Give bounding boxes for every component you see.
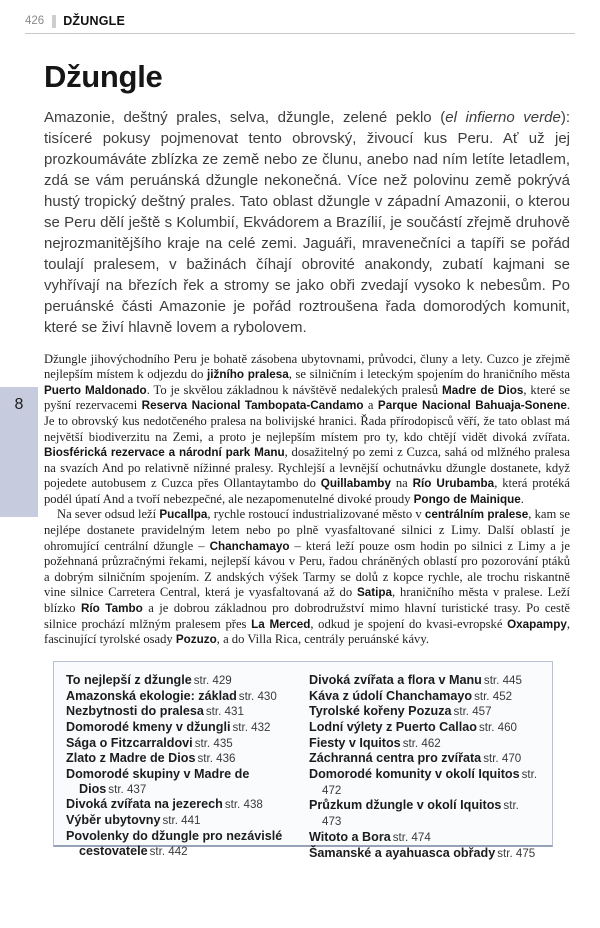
toc-item-title: Povolenky do džungle pro nezávislé cestovatele (66, 828, 283, 858)
toc-item-page: str. 457 (453, 705, 492, 719)
toc-item-title: Domorodé kmeny v džungli (66, 719, 231, 734)
header-rule (25, 33, 575, 34)
toc-item-page: str. 438 (224, 798, 263, 812)
toc-item-title: Tyrolské kořeny Pozuza (309, 704, 452, 719)
toc-item-title: Divoká zvířata na jezerech (66, 797, 223, 812)
toc-item-page: str. 442 (149, 844, 188, 858)
toc-item-page: str. 472 (322, 768, 538, 797)
toc-item-title: Amazonská ekologie: základ (66, 688, 237, 703)
running-head-section-label: DŽUNGLE (63, 14, 126, 28)
toc-item-page: str. 470 (483, 752, 522, 766)
toc-item-title: Nezbytnosti do pralesa (66, 704, 204, 719)
toc-item-title: Sága o Fitzcarraldovi (66, 735, 193, 750)
toc-item-title: Domorodé skupiny v Madre de Dios (66, 767, 250, 796)
toc-item-page: str. 430 (238, 689, 277, 703)
toc-item (66, 736, 297, 752)
body-paragraph-south-jungle: Džungle jihovýchodního Peru je bohatě zásobena ubytovnami, průvodci, čluny a lety. Cuzco je zřejmě nejlepším místem k odjezdu do jižního pralesa, se silničním i leteckým spojením do hraničního města Puerto Maldonado. To je skvělou základnou k návštěvě nedalekých pralesů Madre de Dios, které se pyšní rezervacemi Reserva Nacional Tambopata-Candamo a Parque Nacional Bahuaja-Sonene. Je to obrovský kus nedotčeného pralesa na bolivijské hranici. Řada přírodopisců věří, že tato oblast má největší biodiverzitu na Zemi, a proto je nejlepším místem pro ty, kdo chtějí vidět divoká zvířata. Biosférická rezervace a národní park Manu, dosažitelný po zemi z Cuzca, sahá od mlžného pralesa na svazích And po relativně nížinné pralesy. Rychlejší a levnější ochutnávku džungle dostanete, když pojedete autobusem z Cuzca přes Ollantaytambo do Quillabamby na Río Urubamba, která protéká podél úpatí And a tvoří nebezpečné, ale nezapomenutelné divoké proudy Pongo de Mainique. (44, 351, 571, 506)
chapter-tab (0, 387, 38, 517)
toc-item (309, 736, 540, 752)
toc-item (66, 751, 297, 767)
toc-item-title: Divoká zvířata a flora v Manu (309, 672, 482, 687)
toc-item-title: Průzkum džungle v okolí Iquitos (309, 798, 502, 813)
header-tick-bar (52, 15, 56, 28)
toc-item-title: To nejlepší z džungle (66, 672, 192, 687)
toc-item (66, 797, 297, 813)
toc-item-page: str. 441 (162, 814, 201, 828)
toc-item-title: Záchranná centra pro zvířata (309, 751, 482, 766)
toc-item-page: str. 473 (322, 799, 519, 829)
toc-item (309, 673, 540, 689)
toc-item-page: str. 452 (474, 689, 513, 703)
contents-right-column (309, 672, 540, 860)
toc-item-page: str. 475 (497, 846, 536, 860)
toc-item (309, 751, 540, 767)
toc-item (309, 798, 540, 829)
toc-item-page: str. 432 (232, 720, 271, 734)
chapter-tab-number: 8 (14, 396, 24, 413)
contents-left-column (66, 672, 297, 858)
toc-item-page: str. 431 (205, 705, 244, 719)
toc-item-page: str. 462 (402, 736, 441, 750)
page-header (0, 0, 600, 29)
page-title: Džungle (44, 59, 163, 94)
toc-item-title: Fiesty v Iquitos (309, 735, 401, 750)
toc-item-title: Witoto a Bora (309, 829, 391, 844)
toc-item (309, 767, 540, 798)
toc-item (66, 813, 297, 829)
chapter-contents-box (53, 661, 553, 860)
toc-item-title: Výběr ubytovny (66, 813, 161, 828)
toc-item-page: str. 435 (194, 736, 233, 750)
page-number: 426 (25, 15, 45, 27)
toc-item-page: str. 445 (483, 673, 522, 687)
toc-item-page: str. 429 (193, 673, 232, 687)
intro-paragraph: Amazonie, deštný prales, selva, džungle, zelené peklo (el infierno verde): tisíceré pokusy pojmenovat tento obrovský, živoucí kus Peru. Ať už jej prozkoumáváte zblízka ze země nebo ze člunu, anebo nad ním letíte letadlem, zdá se vám peruánská džungle nekonečná. Více než polovinu země pokrývá hustý tropický deštný prales. Tato oblast džungle v západní Amazonii, o kterou se Peru dělí ještě s Kolumbií, Ekvádorem a Brazílií, je součástí zřejmě druhově nejrozmanitějšího kraje na celé zemi. Jaguáři, mravenečníci a tapíři se pořád toulají pralesem, v bažinách číhají obrovité anakondy, zubatí kajmani se vyhřívají na březích řek a stromy se jako obři zvedají vysoko k nebesům. Po peruánské části Amazonie je pořád roztroušena řada domorodých komunit, které se živí hlavně lovem a rybolovem. (44, 108, 570, 336)
toc-item-title: Zlato z Madre de Dios (66, 751, 196, 766)
toc-item-title: Šamanské a ayahuasca obřady (309, 845, 496, 860)
toc-item (66, 829, 297, 859)
toc-item-title: Domorodé komunity v okolí Iquitos (309, 767, 520, 782)
toc-item-page: str. 437 (108, 782, 147, 796)
body-paragraph-central-jungle: Na sever odsud leží Pucallpa, rychle rostoucí industrializované město v centrálním pralese, kam se nejlépe dostanete pravidelným letem nebo po plně vyasfaltované silnici z Limy. Další oblastí je ohromující centrální džungle – Chanchamayo – která leží pouze osm hodin po silnici z Limy a je požehnaná průzračnými řekami, nejlepší kávou v Peru, řadou chráněných oblastí pro pozorování ptáků a dobrým silničním spojením. Z andských výšek Tarmy se dolů z kopce rychle, ale trochu riskantně vine silnice Carretera Central, která je vyasfaltovaná až do Satipa, hraničního města v pralese. Leží blízko Río Tambo a je dobrou základnou pro dobrodružství mimo hlavní turistické trasy. Po cestě silnice prochází mlžným pralesem přes La Merced, odkud je spojení do kvasi-evropské Oxapampy, fascinující tyrolské osady Pozuzo, a do Villa Rica, centrály peruánské kávy. (44, 507, 570, 647)
toc-item (309, 704, 540, 720)
toc-item-page: str. 436 (197, 752, 236, 766)
toc-item (66, 704, 297, 720)
toc-item (66, 673, 297, 689)
toc-item (66, 689, 297, 705)
page-body (0, 59, 600, 860)
toc-item-title: Káva z údolí Chanchamayo (309, 688, 473, 703)
toc-item-page: str. 474 (392, 830, 431, 844)
toc-item (66, 720, 297, 736)
toc-item (309, 830, 540, 846)
toc-item-title: Lodní výlety z Puerto Callao (309, 719, 477, 734)
toc-item (309, 689, 540, 705)
toc-item (66, 767, 297, 797)
toc-item-page: str. 460 (478, 720, 517, 734)
toc-item (309, 720, 540, 736)
toc-item (309, 846, 540, 862)
